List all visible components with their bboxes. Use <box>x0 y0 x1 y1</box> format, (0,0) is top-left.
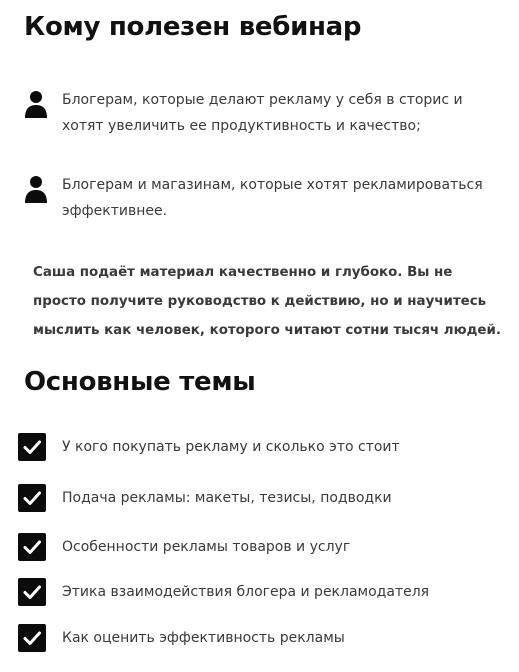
checkmark-icon <box>18 624 46 652</box>
topic-list-item <box>18 533 498 563</box>
checkmark-icon <box>18 533 46 561</box>
topic-list-item <box>18 624 498 654</box>
topics-section-title: Основные темы <box>24 367 256 397</box>
checkmark-icon <box>18 484 46 512</box>
audience-section-title: Кому полезен вебинар <box>24 12 362 42</box>
person-icon <box>24 90 48 118</box>
audience-item-text: Блогерам, которые делают рекламу у себя в сторис и хотят увеличить ее продуктивность и качество; <box>62 92 463 134</box>
topic-text: Подача рекламы: макеты, тезисы, подводки <box>62 490 392 506</box>
topic-text: Особенности рекламы товаров и услуг <box>62 539 351 555</box>
topic-list-item <box>18 433 498 463</box>
topic-list-item <box>18 484 498 514</box>
audience-item-text: Блогерам и магазинам, которые хотят рекламироваться эффективнее. <box>62 177 483 219</box>
person-icon <box>24 175 48 203</box>
topic-text: У кого покупать рекламу и сколько это стоит <box>62 439 400 455</box>
checkmark-icon <box>18 433 46 461</box>
checkmark-icon <box>18 578 46 606</box>
topic-text: Как оценить эффективность рекламы <box>62 630 345 646</box>
topic-list-item <box>18 578 498 608</box>
topic-text: Этика взаимодействия блогера и рекламодателя <box>62 584 430 600</box>
webinar-description-note: Саша подаёт материал качественно и глубоко. Вы не просто получите руководство к действию, но и научитесь мыслить как человек, которого читают сотни тысяч людей. <box>33 265 501 338</box>
